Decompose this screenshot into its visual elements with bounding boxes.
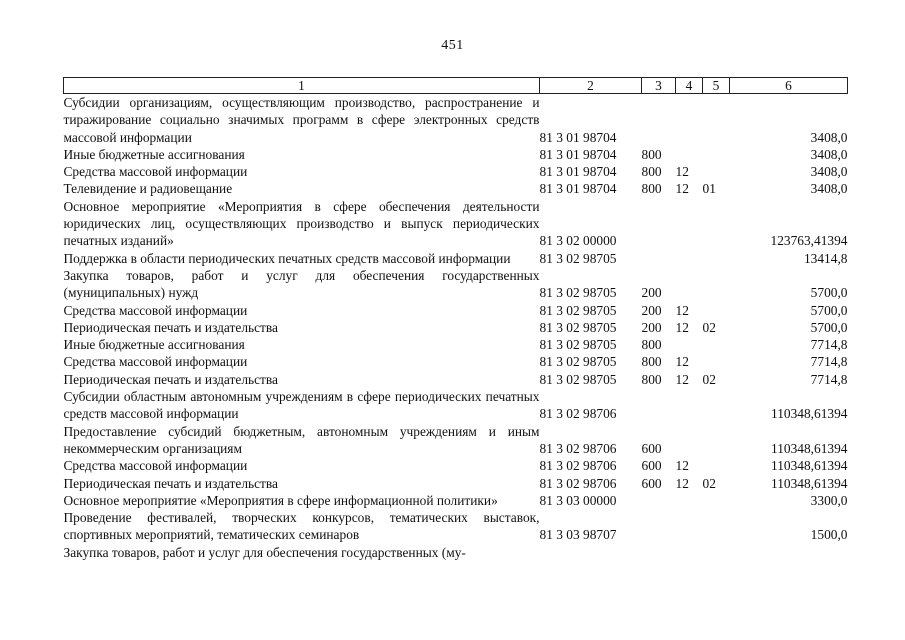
row-code: 81 3 02 98705 <box>539 302 617 318</box>
row-subsection <box>703 509 730 544</box>
row-expense-type: 800 <box>641 337 662 353</box>
table-row <box>64 492 848 509</box>
row-expense-type: 800 <box>641 354 662 370</box>
row-section <box>676 198 703 250</box>
table-row <box>64 423 848 458</box>
row-expense-type <box>642 509 676 544</box>
row-expense-type <box>642 544 676 561</box>
row-amount: 3300,0 <box>810 492 848 508</box>
row-amount: 110348,61394 <box>771 475 848 491</box>
row-name: Закупка товаров, работ и услуг для обеспечения государственных (муниципальных) нужд <box>63 267 540 301</box>
column-header-1: 1 <box>64 78 540 94</box>
row-name: Периодическая печать и издательства <box>63 319 278 335</box>
row-section <box>676 544 703 561</box>
header-row <box>64 78 848 94</box>
row-expense-type: 200 <box>641 319 662 335</box>
row-amount: 110348,61394 <box>771 458 848 474</box>
table-row <box>64 371 848 388</box>
row-amount: 1500,0 <box>810 527 848 543</box>
budget-table <box>63 77 848 561</box>
row-name: Предоставление субсидий бюджетным, автономным учреждениям и иным некоммерческим организациям <box>63 423 540 456</box>
row-section <box>676 146 703 163</box>
table-row <box>64 353 848 370</box>
row-subsection <box>703 146 730 163</box>
row-amount <box>730 544 848 561</box>
row-section <box>676 94 703 146</box>
row-code: 81 3 02 00000 <box>539 233 617 249</box>
row-section: 12 <box>675 458 689 474</box>
row-name: Телевидение и радиовещание <box>63 181 233 197</box>
row-subsection <box>703 353 730 370</box>
row-subsection <box>703 544 730 561</box>
column-header-3: 3 <box>642 78 676 94</box>
row-expense-type <box>642 198 676 250</box>
page-number: 451 <box>441 38 464 53</box>
row-subsection <box>703 336 730 353</box>
row-subsection: 02 <box>702 319 716 335</box>
row-section <box>676 336 703 353</box>
row-amount: 5700,0 <box>810 302 848 318</box>
row-expense-type: 800 <box>641 371 662 387</box>
row-name: Иные бюджетные ассигнования <box>63 337 245 353</box>
table-row <box>64 198 848 250</box>
row-name: Поддержка в области периодических печатных средств массовой информации <box>63 250 511 266</box>
row-code: 81 3 01 98704 <box>539 129 617 145</box>
row-section <box>676 423 703 458</box>
column-header-4: 4 <box>676 78 703 94</box>
row-expense-type: 600 <box>641 458 662 474</box>
row-code: 81 3 02 98706 <box>539 458 617 474</box>
row-name: Закупка товаров, работ и услуг для обеспечения государственных (му- <box>63 544 466 560</box>
table-row <box>64 336 848 353</box>
row-expense-type <box>642 94 676 146</box>
row-expense-type: 600 <box>641 475 662 491</box>
row-expense-type <box>642 250 676 267</box>
column-header-2: 2 <box>540 78 642 94</box>
row-expense-type: 200 <box>641 302 662 318</box>
table-row <box>64 180 848 197</box>
row-section <box>676 492 703 509</box>
row-subsection <box>703 388 730 423</box>
row-section: 12 <box>675 371 689 387</box>
row-section <box>676 509 703 544</box>
row-name: Периодическая печать и издательства <box>63 475 278 491</box>
row-name: Иные бюджетные ассигнования <box>63 146 245 162</box>
table-row <box>64 250 848 267</box>
row-subsection <box>703 267 730 302</box>
row-subsection <box>703 163 730 180</box>
row-code: 81 3 01 98704 <box>539 146 617 162</box>
row-code: 81 3 02 98706 <box>539 440 617 456</box>
table-row <box>64 319 848 336</box>
row-code: 81 3 02 98706 <box>539 406 617 422</box>
row-expense-type: 800 <box>641 146 662 162</box>
row-amount: 7714,8 <box>810 371 848 387</box>
row-section: 12 <box>675 475 689 491</box>
row-code: 81 3 02 98706 <box>539 475 617 491</box>
row-name: Периодическая печать и издательства <box>63 371 278 387</box>
row-name: Проведение фестивалей, творческих конкурсов, тематических выставок, спортивных мероприятий, тематических семинаров <box>63 510 540 543</box>
row-name: Субсидии областным автономным учреждениям в сфере периодических печатных средств массовой информации <box>63 389 540 422</box>
table-row <box>64 94 848 146</box>
row-code: 81 3 01 98704 <box>539 164 617 180</box>
row-section: 12 <box>675 164 689 180</box>
row-subsection <box>703 423 730 458</box>
row-amount: 7714,8 <box>810 337 848 353</box>
row-subsection: 02 <box>702 371 716 387</box>
row-amount: 110348,61394 <box>771 406 848 422</box>
row-code: 81 3 03 00000 <box>539 492 617 508</box>
row-amount: 7714,8 <box>810 354 848 370</box>
row-code: 81 3 03 98707 <box>539 527 617 543</box>
row-code: 81 3 02 98705 <box>539 319 617 335</box>
row-code: 81 3 01 98704 <box>539 181 617 197</box>
table-row <box>64 388 848 423</box>
row-amount: 123763,41394 <box>770 233 848 249</box>
table-row <box>64 475 848 492</box>
column-header-6: 6 <box>730 78 848 94</box>
table-row <box>64 457 848 474</box>
row-amount: 13414,8 <box>803 250 848 266</box>
row-section: 12 <box>675 319 689 335</box>
row-code: 81 3 02 98705 <box>539 371 617 387</box>
row-subsection <box>703 250 730 267</box>
row-code: 81 3 02 98705 <box>539 337 617 353</box>
row-amount: 110348,61394 <box>771 440 848 456</box>
row-amount: 5700,0 <box>810 319 848 335</box>
row-subsection <box>703 198 730 250</box>
table-row <box>64 146 848 163</box>
row-subsection: 02 <box>702 475 716 491</box>
row-expense-type <box>642 388 676 423</box>
row-name: Средства массовой информации <box>63 354 248 370</box>
row-section <box>676 388 703 423</box>
row-section <box>676 267 703 302</box>
row-code: 81 3 02 98705 <box>539 250 617 266</box>
row-name: Субсидии организациям, осуществляющим производство, распространение и тиражирование социально значимых программ в сфере электронных средств массовой информации <box>63 95 540 145</box>
row-name: Средства массовой информации <box>63 164 248 180</box>
row-code <box>540 544 642 561</box>
row-amount: 5700,0 <box>810 285 848 301</box>
table-row <box>64 544 848 561</box>
row-code: 81 3 02 98705 <box>539 285 617 301</box>
row-amount: 3408,0 <box>810 164 848 180</box>
row-expense-type: 800 <box>641 181 662 197</box>
row-section: 12 <box>675 181 689 197</box>
table-row <box>64 267 848 302</box>
row-expense-type: 200 <box>641 285 662 301</box>
row-name: Средства массовой информации <box>63 458 248 474</box>
row-name: Основное мероприятие «Мероприятия в сфере обеспечения деятельности юридических лиц, осуществляющих производство и выпуск периодических печатных изданий» <box>63 198 540 249</box>
row-section: 12 <box>675 302 689 318</box>
table-row <box>64 302 848 319</box>
row-expense-type: 600 <box>641 440 662 456</box>
row-subsection <box>703 94 730 146</box>
row-subsection <box>703 457 730 474</box>
column-header-5: 5 <box>703 78 730 94</box>
row-amount: 3408,0 <box>810 181 848 197</box>
row-amount: 3408,0 <box>810 129 848 145</box>
row-section <box>676 250 703 267</box>
row-expense-type <box>642 492 676 509</box>
row-expense-type: 800 <box>641 164 662 180</box>
row-amount: 3408,0 <box>810 146 848 162</box>
row-name: Основное мероприятие «Мероприятия в сфере информационной политики» <box>63 492 498 508</box>
row-section: 12 <box>675 354 689 370</box>
table-row <box>64 509 848 544</box>
row-subsection <box>703 302 730 319</box>
table-row <box>64 163 848 180</box>
row-subsection <box>703 492 730 509</box>
row-name: Средства массовой информации <box>63 302 248 318</box>
row-code: 81 3 02 98705 <box>539 354 617 370</box>
row-subsection: 01 <box>702 181 716 197</box>
